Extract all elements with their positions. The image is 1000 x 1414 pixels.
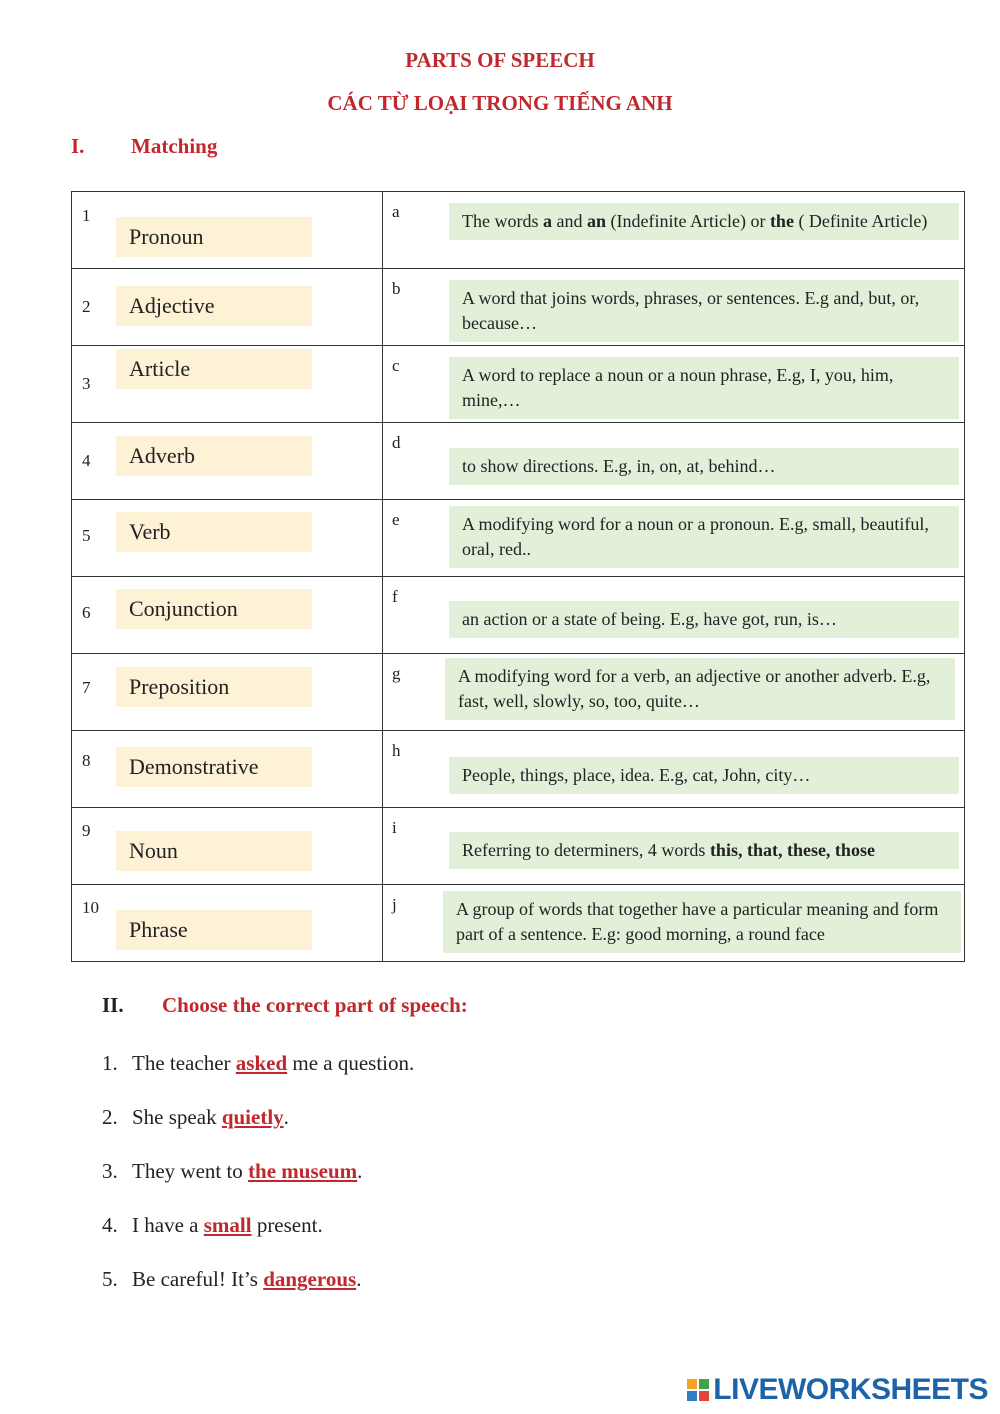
row-letter: f: [392, 587, 398, 606]
sentence-item: [102, 1159, 362, 1184]
table-row: [72, 577, 965, 654]
table-row: [72, 269, 965, 346]
highlighted-word[interactable]: small: [203, 1213, 252, 1237]
def-text: (Indefinite Article) or: [606, 211, 770, 231]
row-number: 8: [82, 751, 91, 770]
row-letter: a: [392, 202, 400, 221]
word-box-preposition[interactable]: Preposition: [116, 667, 312, 707]
liveworksheets-logo[interactable]: [687, 1373, 988, 1407]
highlighted-word[interactable]: the museum: [248, 1159, 358, 1183]
word-box-demonstrative[interactable]: Demonstrative: [116, 747, 312, 787]
row-letter: c: [392, 356, 400, 375]
sentence-number: 1.: [102, 1051, 118, 1075]
logo-square-icon: [699, 1379, 709, 1389]
row-letter: h: [392, 741, 401, 760]
word-cell: [72, 346, 383, 423]
section-2-heading: [102, 993, 468, 1018]
word-box-conjunction[interactable]: Conjunction: [116, 589, 312, 629]
row-number: 9: [82, 821, 91, 840]
def-text: and: [551, 211, 587, 231]
sentence-text: Be careful! It’s: [132, 1267, 264, 1291]
logo-square-icon: [687, 1391, 697, 1401]
definition-box-g[interactable]: A modifying word for a verb, an adjective or another adverb. E.g, fast, well, slowly, so, too, quite…: [445, 658, 955, 720]
definition-box-j[interactable]: A group of words that together have a particular meaning and form part of a sentence. E.g: good morning, a round face: [443, 891, 961, 953]
definition-cell: [383, 577, 965, 654]
word-cell: [72, 654, 383, 731]
definition-box-e[interactable]: A modifying word for a noun or a pronoun. E.g, small, beautiful, oral, red..: [449, 506, 959, 568]
sentence-item: [102, 1051, 414, 1076]
highlighted-word[interactable]: quietly: [221, 1105, 284, 1129]
sentence-text: .: [356, 1267, 362, 1291]
matching-table: [71, 191, 965, 962]
row-letter: i: [392, 818, 397, 837]
definition-box-h[interactable]: People, things, place, idea. E.g, cat, John, city…: [449, 757, 959, 794]
def-bold: a: [542, 211, 552, 231]
highlighted-word[interactable]: dangerous: [263, 1267, 357, 1291]
row-number: 10: [82, 898, 99, 917]
word-box-noun[interactable]: Noun: [116, 831, 312, 871]
table-row: [72, 731, 965, 808]
definition-cell: [383, 423, 965, 500]
sentence-item: [102, 1105, 289, 1130]
section-1-heading: [71, 134, 217, 159]
table-row: [72, 346, 965, 423]
def-bold: an: [586, 211, 606, 231]
def-text: ( Definite Article): [793, 211, 928, 231]
word-cell: [72, 577, 383, 654]
section-2-number: II.: [102, 993, 124, 1017]
row-letter: e: [392, 510, 400, 529]
word-box-article[interactable]: Article: [116, 349, 312, 389]
definition-box-b[interactable]: A word that joins words, phrases, or sentences. E.g and, but, or, because…: [449, 280, 959, 342]
sentence-text: .: [283, 1105, 289, 1129]
definition-box-c[interactable]: A word to replace a noun or a noun phrase, E.g, I, you, him, mine,…: [449, 357, 959, 419]
section-2-title: Choose the correct part of speech:: [162, 993, 468, 1017]
table-row: [72, 500, 965, 577]
definition-cell: [383, 269, 965, 346]
section-1-title: Matching: [131, 134, 218, 158]
definition-cell: [383, 731, 965, 808]
row-number: 3: [82, 374, 91, 393]
def-bold: this, that, these, those: [709, 840, 875, 860]
page-title: PARTS OF SPEECH: [405, 48, 595, 72]
def-text: Referring to determiners, 4 words: [462, 840, 710, 860]
row-number: 4: [82, 451, 91, 470]
sentence-text: present.: [251, 1213, 323, 1237]
sentence-item: [102, 1213, 323, 1238]
sentence-number: 5.: [102, 1267, 118, 1291]
definition-box-a[interactable]: [449, 203, 959, 240]
logo-square-icon: [699, 1391, 709, 1401]
definition-cell: [383, 654, 965, 731]
highlighted-word[interactable]: asked: [235, 1051, 288, 1075]
definition-cell: [383, 346, 965, 423]
word-box-pronoun[interactable]: Pronoun: [116, 217, 312, 257]
word-box-phrase[interactable]: Phrase: [116, 910, 312, 950]
word-cell: [72, 808, 383, 885]
def-text: The words: [462, 211, 543, 231]
def-bold: the: [769, 211, 794, 231]
section-1-number: I.: [71, 134, 85, 158]
definition-cell: [383, 500, 965, 577]
row-letter: d: [392, 433, 401, 452]
table-row: [72, 654, 965, 731]
word-cell: [72, 269, 383, 346]
row-number: 5: [82, 526, 91, 545]
row-letter: j: [392, 895, 397, 914]
word-cell: [72, 500, 383, 577]
definition-cell: [383, 885, 965, 962]
logo-text: LIVEWORKSHEETS: [713, 1373, 988, 1406]
sentence-item: [102, 1267, 361, 1292]
sentence-text: me a question.: [287, 1051, 415, 1075]
definition-cell: [383, 808, 965, 885]
word-box-verb[interactable]: Verb: [116, 512, 312, 552]
word-cell: [72, 423, 383, 500]
row-letter: b: [392, 279, 401, 298]
word-cell: [72, 885, 383, 962]
row-number: 2: [82, 297, 91, 316]
table-row: [72, 808, 965, 885]
sentence-text: I have a: [132, 1213, 204, 1237]
word-cell: [72, 192, 383, 269]
row-number: 7: [82, 678, 91, 697]
row-number: 6: [82, 603, 91, 622]
logo-mark-icon: [687, 1379, 709, 1401]
sentence-number: 4.: [102, 1213, 118, 1237]
sentence-text: They went to: [132, 1159, 249, 1183]
table-row: [72, 192, 965, 269]
word-box-adverb[interactable]: Adverb: [116, 436, 312, 476]
word-box-adjective[interactable]: Adjective: [116, 286, 312, 326]
page-subtitle: CÁC TỪ LOẠI TRONG TIẾNG ANH: [327, 91, 673, 115]
sentence-text: The teacher: [132, 1051, 236, 1075]
word-cell: [72, 731, 383, 808]
sentence-number: 3.: [102, 1159, 118, 1183]
definition-cell: [383, 192, 965, 269]
row-letter: g: [392, 664, 401, 683]
definition-box-d[interactable]: to show directions. E.g, in, on, at, behind…: [449, 448, 959, 485]
table-row: [72, 885, 965, 962]
table-row: [72, 423, 965, 500]
definition-box-f[interactable]: an action or a state of being. E.g, have got, run, is…: [449, 601, 959, 638]
sentence-number: 2.: [102, 1105, 118, 1129]
logo-square-icon: [687, 1379, 697, 1389]
row-number: 1: [82, 206, 91, 225]
sentence-text: .: [357, 1159, 363, 1183]
sentence-text: She speak: [132, 1105, 222, 1129]
definition-box-i[interactable]: [449, 832, 959, 869]
